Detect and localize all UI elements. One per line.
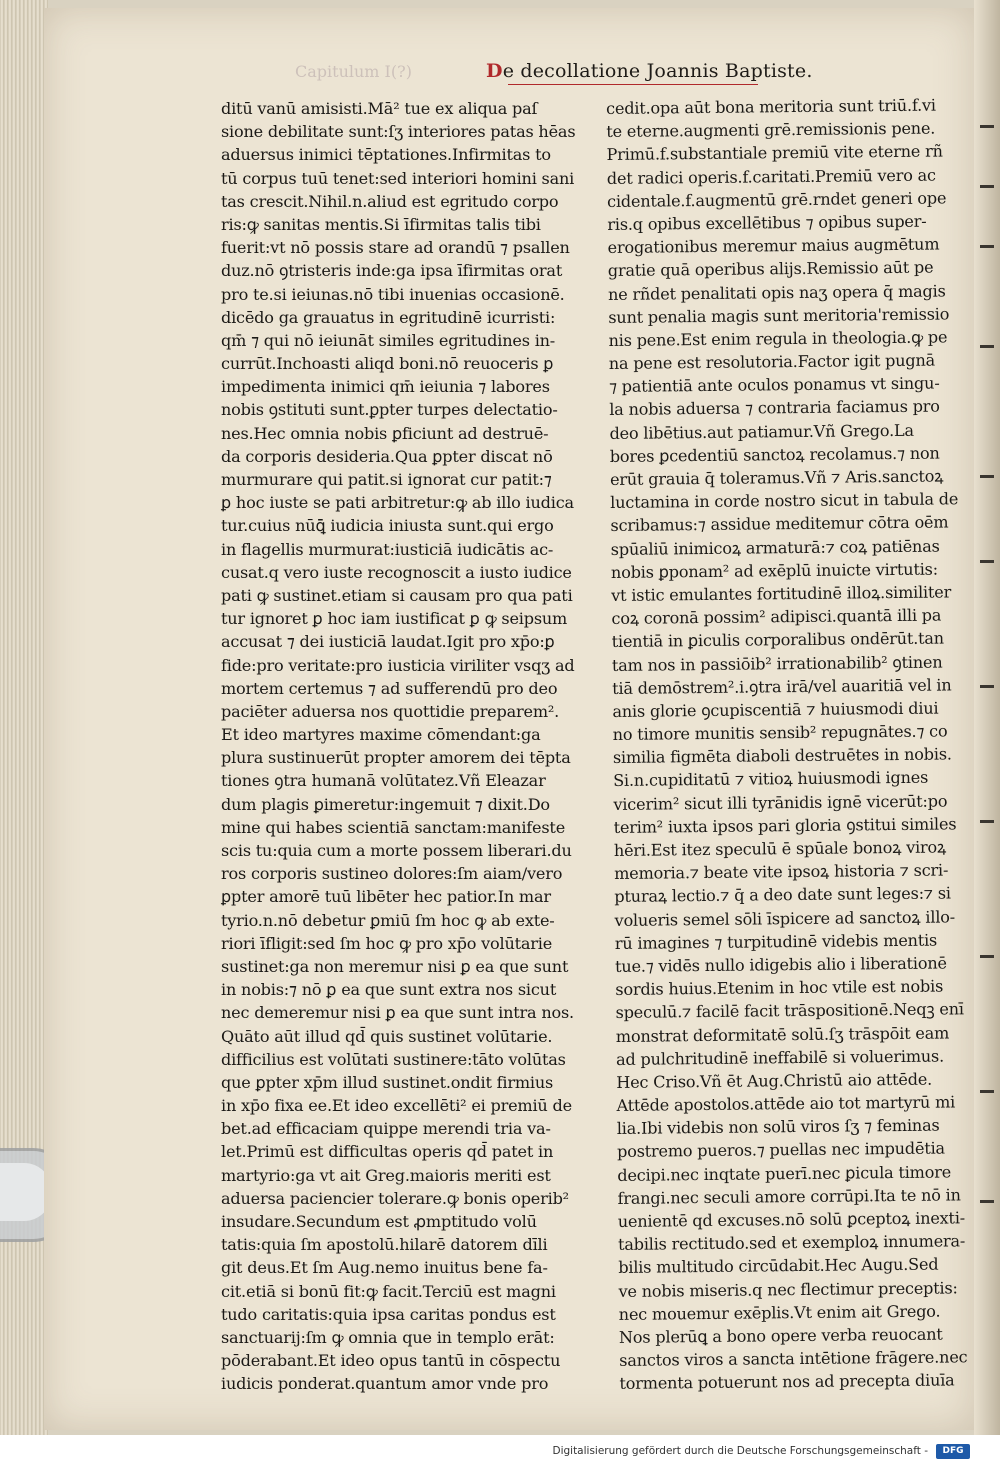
text-line: Et ideo martyres maxime cōmendant:ga: [221, 725, 541, 745]
text-line: vt istic emulantes fortitudinē illoꝝ.similiter: [611, 582, 952, 605]
text-line: sanctos viros a sancta intētione frāgere.nec: [619, 1347, 968, 1371]
text-line: Hec Criso.Vñ ēt Aug.Christū aio attēde.: [616, 1069, 933, 1092]
text-line: pati ꝙ sustinet.etiam si causam pro qua pati: [221, 585, 573, 605]
text-line: spūaliū inimicoꝝ armaturā:⁊ coꝝ patiēnas: [610, 536, 940, 559]
text-line: Quāto aūt illud qd̄ quis sustinet volūtarie.: [221, 1026, 553, 1046]
text-line: scribamus:⁊ assidue meditemur cōtra oēm: [610, 512, 949, 536]
text-line: tam nos in passiōib² irrationabilib² ꝯtinen: [611, 652, 943, 675]
text-line: sione debilitate sunt:ſʒ interiores patas hēas: [221, 122, 576, 142]
text-line: te eterne.augmenti grē.remissionis pene.: [606, 118, 936, 142]
text-line: insudare.Secundum est ꝓmptitudo volū: [221, 1212, 537, 1231]
text-line: dum plagis ꝑimeretur:ingemuit ⁊ dixit.Do: [221, 794, 550, 814]
text-line: sustinet:ga non meremur nisi ꝑ ea que sunt: [221, 956, 569, 976]
text-line: na pene est resolutoria.Factor igit pugnā: [608, 350, 936, 374]
text-line: no timore munitis sensib² repugnātes.⁊ co: [612, 721, 948, 745]
text-line: git deus.Et ſm Aug.nemo inuitus bene fa-: [221, 1258, 548, 1278]
header-rubric-rule: [508, 84, 758, 85]
text-line: bilis multitudo circūdabit.Hec Augu.Sed: [618, 1254, 939, 1278]
text-line: hēri.Est itez speculū ē spūale bonoꝝ viroꝝ: [613, 837, 947, 860]
text-line: qm̄ ⁊ qui nō ieiunāt similes egritudines in-: [221, 330, 556, 350]
text-line: la nobis aduersa ⁊ contraria faciamus pro: [609, 396, 940, 420]
text-line: in flagellis murmurat:iusticiā iudicātis ac-: [221, 539, 554, 559]
text-line: nes.Hec omnia nobis ꝑficiunt ad destruē-: [221, 423, 549, 443]
text-line: ad pulchritudinē ineffabilē si voluerimus.: [615, 1046, 945, 1069]
text-line: tormenta potuerunt nos ad precepta diuīa: [619, 1370, 955, 1394]
text-line: sanctuarij:ſm ꝙ omnia que in templo erāt:: [221, 1327, 555, 1347]
text-line: sordis huius.Etenim in hoc vtile est nobis: [615, 976, 944, 1000]
text-line: aduersa paciencier tolerare.ꝙ bonis operib²: [221, 1188, 569, 1208]
text-line: paciēter aduersa nos quottidie preparem².: [221, 701, 560, 721]
text-line: similia figmēta diaboli destruētes in nobis.: [612, 744, 952, 768]
dfg-logo: DFG: [936, 1444, 970, 1459]
text-line: ris.q opibus excellētibus ⁊ opibus super-: [607, 211, 927, 234]
text-line: in nobis:⁊ nō ꝑ ea que sunt extra nos sicut: [221, 980, 557, 1000]
right-text-column: [606, 93, 966, 1395]
text-line: nobis ꝑponam² ad exēplū inuicte virtutis:: [610, 559, 939, 582]
text-line: bores ꝑcedentiū sanctoꝝ recolamus.⁊ non: [609, 443, 940, 466]
text-line: vicerim² sicut illi tyrānidis ignē vicerūt:po: [613, 791, 948, 814]
footer-bar: [0, 1435, 1000, 1468]
text-line: monstrat deformitatē solū.ſʒ trāspōit eam: [615, 1022, 950, 1046]
text-line: duz.nō ꝯtristeris inde:ga ipsa īfirmitas orat: [221, 261, 563, 281]
text-line: anis glorie ꝯcupiscentiā ⁊ huiusmodi diui: [612, 698, 939, 721]
text-line: scis tu:quia cum a morte possem liberari.du: [221, 841, 572, 860]
text-line: tyrio.n.nō debetur ꝑmiū ſm hoc ꝙ ab exte-: [221, 910, 555, 930]
text-line: lia.Ibi videbis non solū viros ſʒ ⁊ feminas: [616, 1115, 940, 1139]
text-line: currūt.Inchoasti aliqd boni.nō reuoceris ꝑ: [221, 354, 554, 374]
text-line: cusat.q vero iuste recognoscit a iusto iudice: [221, 562, 572, 582]
header-title: e decollatione Joannis Baptiste.: [502, 60, 813, 82]
text-line: ꝑ hoc iuste se pati arbitretur:ꝙ ab illo iudica: [221, 493, 574, 513]
text-line: terim² iuxta ipsos pari gloria ꝯstitui similes: [613, 814, 957, 837]
text-line: nis pene.Est enim regula in theologia.ꝙ pe: [608, 327, 948, 350]
text-line: impedimenta inimici qm̄ ieiunia ⁊ labores: [221, 377, 550, 397]
text-line: erūt grauia q̄ toleramus.Vñ ⁊ Aris.sanctoꝝ: [609, 466, 944, 489]
text-line: ris:ꝙ sanitas mentis.Si īfirmitas talis tibi: [221, 214, 541, 234]
text-line: fide:pro veritate:pro iusticia viriliter vsqʒ ad: [221, 655, 575, 675]
text-line: uenientē qd excuses.nō solū ꝑceptoꝝ inexti-: [617, 1208, 966, 1231]
text-line: ros corporis sustineo dolores:ſm aiam/vero: [221, 864, 563, 884]
adjacent-page-edge: [974, 0, 1000, 1435]
text-line: Attēde apostolos.attēde aio tot martyrū mi: [616, 1092, 956, 1116]
text-line: ne rñdet penalitati opis naʒ opera q̄ magis: [607, 280, 946, 304]
text-line: mine qui habes scientiā sanctam:manifeste: [221, 817, 566, 837]
text-line: tue.⁊ vidēs nullo idigebis alio i liberationē: [615, 953, 947, 976]
text-line: erogationibus meremur maius augmētum: [607, 234, 940, 258]
text-line: difficilius est volūtati sustinere:tāto volūtas: [221, 1049, 566, 1069]
text-line: cedit.opa aūt bona meritoria sunt triū.f.vi: [606, 95, 936, 118]
text-line: cidentale.f.augmentū grē.rndet generi ope: [606, 188, 947, 211]
text-line: tudo caritatis:quia ipsa caritas pondus est: [221, 1304, 556, 1324]
text-line: tabilis rectitudo.sed et exemploꝝ innumera-: [617, 1231, 966, 1255]
text-line: ve nobis miseris.q nec flectimur preceptis:: [618, 1277, 958, 1301]
text-line: tiones ꝯtra humanā volūtatez.Vñ Eleazar: [221, 771, 546, 791]
text-line: aduersus inimici tēptationes.Infirmitas to: [221, 145, 551, 165]
text-line: pturaꝝ lectio.⁊ q̄ a deo date sunt leges:⁊ si: [614, 883, 951, 907]
text-line: que ꝑpter xp̄m illud sustinet.ondit firmius: [221, 1072, 554, 1092]
text-line: pōderabant.Et ideo opus tantū in cōspectu: [221, 1351, 561, 1371]
text-line: speculū.⁊ facilē facit trāspositionē.Neqꝫ enī: [615, 999, 964, 1023]
text-line: deo libētius.aut patiamur.Vñ Grego.La: [609, 420, 914, 443]
text-line: decipi.nec inqtate puerī.nec ꝑicula timore: [617, 1162, 952, 1185]
text-line: memoria.⁊ beate vite ipsoꝝ historia ⁊ scri-: [614, 860, 949, 884]
text-line: luctamina in corde nostro sicut in tabula de: [610, 489, 959, 513]
text-line: bet.ad efficaciam quippe merendi tria va-: [221, 1119, 551, 1139]
left-text-column: [221, 97, 576, 1396]
text-line: iudicis ponderat.quantum amor vnde pro: [221, 1374, 549, 1394]
text-line: da corporis desideria.Qua ꝑpter discat nō: [221, 446, 553, 466]
text-line: ⁊ patientiā ante oculos ponamus vt singu-: [608, 373, 940, 397]
text-line: accusat ⁊ dei iusticiā laudat.Igit pro xp̄o:ꝑ: [221, 632, 555, 652]
text-line: tur ignoret ꝑ hoc iam iustificat ꝑ ꝙ seipsum: [221, 609, 568, 629]
text-line: ꝑpter amorē tuū libēter hec patior.In mar: [221, 887, 551, 907]
text-line: tū corpus tuū tenet:sed interiori homini sani: [221, 168, 575, 188]
text-line: ditū vanū amisisti.Mā² tue ex aliqua paſ: [221, 99, 538, 118]
text-line: murmurare qui patit.si ignorat cur patit:⁊: [221, 470, 552, 489]
text-line: tatis:quia ſm apostolū.hilarē datorem dīli: [221, 1235, 548, 1255]
text-line: coꝝ coronā possim² adipisci.quantā illi pa: [611, 605, 942, 629]
text-line: Nos plerūꝗ a bono opere verba reuocant: [618, 1324, 943, 1347]
text-line: rū imagines ⁊ turpitudinē videbis mentis: [614, 930, 938, 953]
text-line: postremo pueros.⁊ puellas nec impudētia: [616, 1138, 945, 1162]
text-line: martyrio:ga vt ait Greg.maioris meriti est: [221, 1165, 551, 1185]
text-line: cit.etiā si bonū fit:ꝙ facit.Terciū est magni: [221, 1281, 556, 1301]
text-line: plura sustinuerūt propter amorem dei tēpta: [221, 748, 571, 768]
text-line: tiā demōstrem².i.ꝯtra irā/vel auaritiā vel in: [612, 675, 952, 698]
running-header: [486, 60, 813, 82]
header-initial: D: [486, 60, 503, 82]
text-line: dicēdo ga grauatus in egritudinē icurristi:: [221, 307, 556, 327]
text-line: det radici operis.f.caritati.Premiū vero ac: [606, 165, 936, 188]
text-line: mortem certemus ⁊ ad sufferendū pro deo: [221, 678, 558, 698]
text-line: Si.n.cupiditatū ⁊ vitioꝝ huiusmodi ignes: [613, 768, 929, 791]
footer-credit: Digitalisierung gefördert durch die Deutsche Forschungsgemeinschaft -: [552, 1445, 928, 1457]
text-line: nobis ꝯstituti sunt.ꝑpter turpes delectatio-: [221, 400, 558, 420]
text-line: tas crescit.Nihil.n.aliud est egritudo corpo: [221, 191, 559, 211]
text-line: volueris semel sōli īspicere ad sanctoꝝ illo-: [614, 906, 956, 930]
text-line: nec mouemur exēplis.Vt enim ait Grego.: [618, 1301, 941, 1324]
text-line: fuerit:vt nō possis stare ad orandū ⁊ psallen: [221, 238, 570, 258]
text-line: riori īfligit:sed ſm hoc ꝙ pro xp̄o volūtarie: [221, 933, 553, 953]
text-line: frangi.nec seculi amore corrūpi.Ita te nō in: [617, 1185, 961, 1208]
text-line: pro te.si ieiunas.nō tibi inuenias occasionē.: [221, 284, 565, 304]
text-line: let.Primū est difficultas operis qd̄ patet in: [221, 1142, 554, 1162]
text-line: gratie quā operibus alijs.Remissio aūt pe: [607, 257, 934, 281]
text-line: Primū.f.substantiale premiū vite eterne rñ: [606, 141, 943, 165]
text-line: nec demeremur nisi ꝑ ea que sunt intra nos.: [221, 1003, 574, 1023]
bleed-through-text: Capitulum I(?): [295, 62, 412, 81]
text-line: tur.cuius nūꝗ̄ iudicia iniusta sunt.qui ergo: [221, 516, 554, 536]
text-line: sunt penalia magis sunt meritoria'remissio: [608, 304, 950, 327]
text-line: in xp̄o fixa ee.Et ideo excellēti² ei premiū de: [221, 1096, 572, 1116]
text-line: tientiā in ꝑiculis corporalibus ondērūt.tan: [611, 628, 945, 652]
